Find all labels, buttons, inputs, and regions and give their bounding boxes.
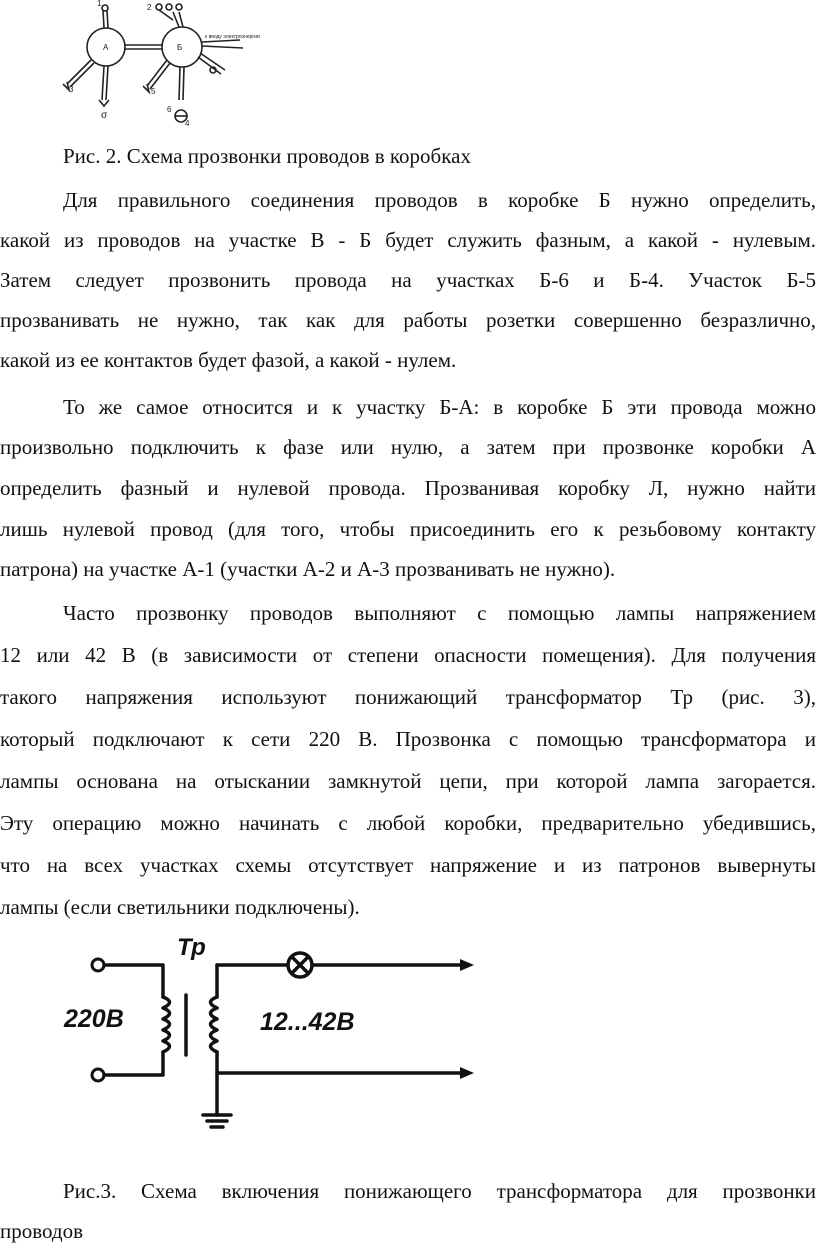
paragraph-2-line-4: лишь нулевой провод (для того, чтобы присоединить его к резьбовому контакту [0, 517, 816, 541]
fig2-box-b-label: Б [177, 43, 183, 52]
paragraph-3-line-5: лампы основана на отыскании замкнутой цепи, при которой лампа загорается. [0, 769, 816, 793]
paragraph-3-line-7: что на всех участках схемы отсутствует напряжение и из патронов вывернуты [0, 853, 816, 877]
fig2-label-1: 1 [97, 0, 102, 8]
paragraph-1-line-4: прозванивать не нужно, так как для работы розетки совершенно безразлично, [0, 308, 816, 332]
paragraph-1-line-2: какой из проводов на участке В - Б будет служить фазным, а какой - нулевым. [0, 228, 816, 252]
input-terminal-bottom [92, 1069, 104, 1081]
paragraph-3-line-4: который подключают к сети 220 В. Прозвонка с помощью трансформатора и [0, 727, 816, 751]
fig2-label-2: 2 [147, 3, 152, 12]
paragraph-1-line-3: Затем следует прозвонить провода на участках Б-6 и Б-4. Участок Б-5 [0, 268, 816, 292]
paragraph-2-line-3: определить фазный и нулевой провода. Прозванивая коробку Л, нужно найти [0, 476, 816, 500]
figure-3-transformer-diagram [50, 935, 480, 1150]
fig2-box-a-label: А [103, 43, 109, 52]
paragraph-2-line-2: произвольно подключить к фазе или нулю, а затем при прозвонке коробки А [0, 435, 816, 459]
output-arrow-top [460, 959, 474, 971]
figure-2-caption: Рис. 2. Схема прозвонки проводов в коробках [63, 144, 471, 168]
paragraph-3-line-1: Часто прозвонку проводов выполняют с помощью лампы напряжением [63, 601, 816, 625]
secondary-voltage-label: 12...42В [260, 1008, 355, 1036]
fig2-label-5: 5 [151, 87, 156, 96]
figure-3-caption-line-2: проводов [0, 1219, 84, 1243]
paragraph-3-line-6: Эту операцию можно начинать с любой коробки, предварительно убедившись, [0, 811, 816, 835]
fig2-label-3: 3 [69, 85, 74, 94]
fig2-phase-label: σ [101, 110, 108, 121]
fig2-label-6: 6 [167, 105, 172, 114]
paragraph-1-line-5: какой из ее контактов будет фазой, а какой - нулем. [0, 348, 457, 372]
primary-winding [163, 997, 170, 1052]
output-arrow-bottom [460, 1067, 474, 1079]
transformer-label: Тр [177, 935, 206, 961]
input-terminal-top [92, 959, 104, 971]
paragraph-2-line-5: патрона) на участке А-1 (участки А-2 и А-3 прозванивать не нужно). [0, 557, 616, 581]
figure-2-wiring-diagram [55, 0, 265, 130]
secondary-winding [211, 997, 218, 1052]
lamp-icon [288, 953, 312, 977]
figure-3-caption-line-1: Рис.3. Схема включения понижающего трансформатора для прозвонки [63, 1179, 816, 1203]
paragraph-3-line-8: лампы (если светильники подключены). [0, 895, 360, 919]
fig2-label-4: 4 [185, 119, 190, 128]
paragraph-2-line-1: То же самое относится и к участку Б-А: в коробке Б эти провода можно [63, 395, 816, 419]
paragraph-1-line-1: Для правильного соединения проводов в коробке Б нужно определить, [63, 188, 816, 212]
fig2-feed-label: к вводу электроэнергии [205, 34, 260, 40]
paragraph-3-line-2: 12 или 42 В (в зависимости от степени опасности помещения). Для получения [0, 643, 816, 667]
paragraph-3-line-3: такого напряжения используют понижающий трансформатор Тр (рис. 3), [0, 685, 816, 709]
primary-voltage-label: 220В [64, 1005, 124, 1033]
